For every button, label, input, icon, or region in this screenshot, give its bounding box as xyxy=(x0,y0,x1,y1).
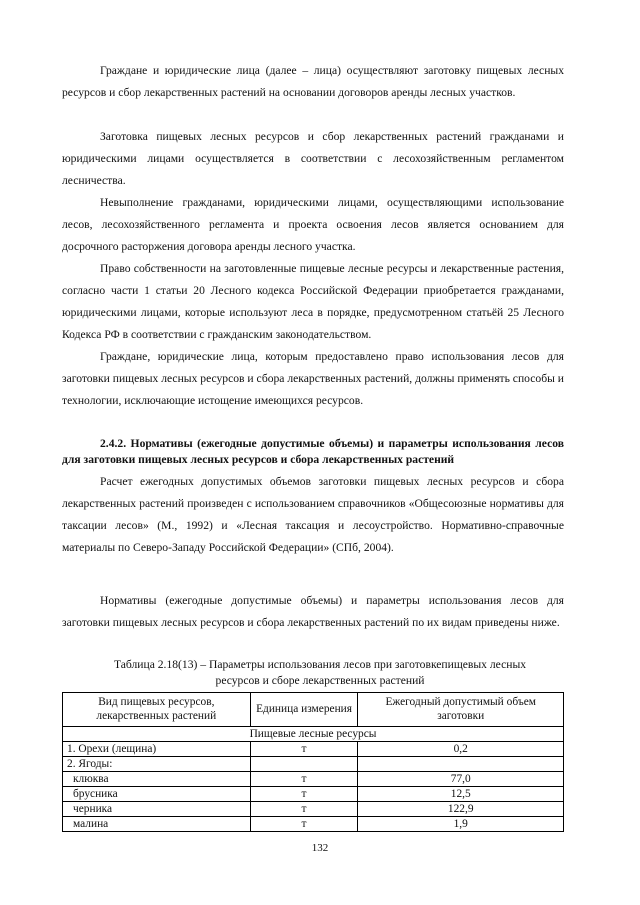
row-name: черника xyxy=(63,802,251,817)
table-row xyxy=(63,817,564,832)
row-unit: т xyxy=(250,742,358,757)
table-caption-line-2: ресурсов и сборе лекарственных растений xyxy=(215,674,425,687)
section-paragraph-2: Нормативы (ежегодные допустимые объемы) и параметры использования лесов для заготовки пищевых лесных ресурсов и сбора лекарственных растений по их видам приведены ниже. xyxy=(62,594,564,629)
row-value xyxy=(358,757,564,772)
paragraph-2: Заготовка пищевых лесных ресурсов и сбор лекарственных растений гражданами и юридическими лицами осуществляется в соответствии с лесохозяйственным регламентом лесничества. xyxy=(62,130,564,187)
header-unit: Единица измерения xyxy=(250,693,358,727)
row-value: 0,2 xyxy=(358,742,564,757)
table-row xyxy=(63,802,564,817)
table-row xyxy=(63,787,564,802)
paragraph-3: Невыполнение гражданами, юридическими лицами, осуществляющими использование лесов, лесохозяйственного регламента и проекта освоения лесов является основанием для досрочного расторжения договора аренды лесного участка. xyxy=(62,196,564,253)
row-name: малина xyxy=(63,817,251,832)
row-unit: т xyxy=(250,802,358,817)
row-value: 1,9 xyxy=(358,817,564,832)
page-number: 132 xyxy=(311,842,329,854)
header-resource-type: Вид пищевых ресурсов, лекарственных растений xyxy=(63,693,251,727)
table-group-row xyxy=(63,727,564,742)
header-annual-volume: Ежегодный допустимый объем заготовки xyxy=(358,693,564,727)
section-heading: 2.4.2. Нормативы (ежегодные допустимые объемы) и параметры использования лесов для заготовки пищевых лесных ресурсов и сбора лекарственных растений xyxy=(62,437,564,466)
row-value: 122,9 xyxy=(358,802,564,817)
table-caption xyxy=(80,657,560,689)
table-caption-line-1: Таблица 2.18(13) – Параметры использования лесов при заготовкепищевых лесных xyxy=(113,658,527,671)
paragraph-1: Граждане и юридические лица (далее – лица) осуществляют заготовку пищевых лесных ресурсов и сбор лекарственных растений на основании договоров аренды лесных участков. xyxy=(62,64,564,99)
table-header-row xyxy=(63,693,564,727)
resources-table xyxy=(62,692,564,832)
row-unit xyxy=(250,757,358,772)
row-name: брусника xyxy=(63,787,251,802)
row-name: клюква xyxy=(63,772,251,787)
row-unit: т xyxy=(250,772,358,787)
table-row xyxy=(63,772,564,787)
row-value: 77,0 xyxy=(358,772,564,787)
row-value: 12,5 xyxy=(358,787,564,802)
paragraph-4: Право собственности на заготовленные пищевые лесные ресурсы и лекарственные растения, согласно части 1 статьи 20 Лесного кодекса Российской Федерации приобретается гражданами, юридическими лицами, которые используют леса в порядке, предусмотренном статьёй 25 Лесного Кодекса РФ в соответствии с гражданским законодательством. xyxy=(62,262,564,341)
section-paragraph-1: Расчет ежегодных допустимых объемов заготовки пищевых лесных ресурсов и сбора лекарственных растений произведен с использованием справочников «Общесоюзные нормативы для таксации лесов» (М., 1992) и «Лесная таксация и лесоустройство. Нормативно-справочные материалы по Северо-Западу Российской Федерации» (СПб, 2004). xyxy=(62,475,564,554)
table-row xyxy=(63,757,564,772)
table-row xyxy=(63,742,564,757)
paragraph-5: Граждане, юридические лица, которым предоставлено право использования лесов для заготовки пищевых лесных ресурсов и сбора лекарственных растений, должны применять способы и технологии, исключающие истощение имеющихся ресурсов. xyxy=(62,350,564,407)
row-name: 2. Ягоды: xyxy=(63,757,251,772)
group-title: Пищевые лесные ресурсы xyxy=(63,727,564,742)
row-unit: т xyxy=(250,817,358,832)
row-unit: т xyxy=(250,787,358,802)
row-name: 1. Орехи (лещина) xyxy=(63,742,251,757)
